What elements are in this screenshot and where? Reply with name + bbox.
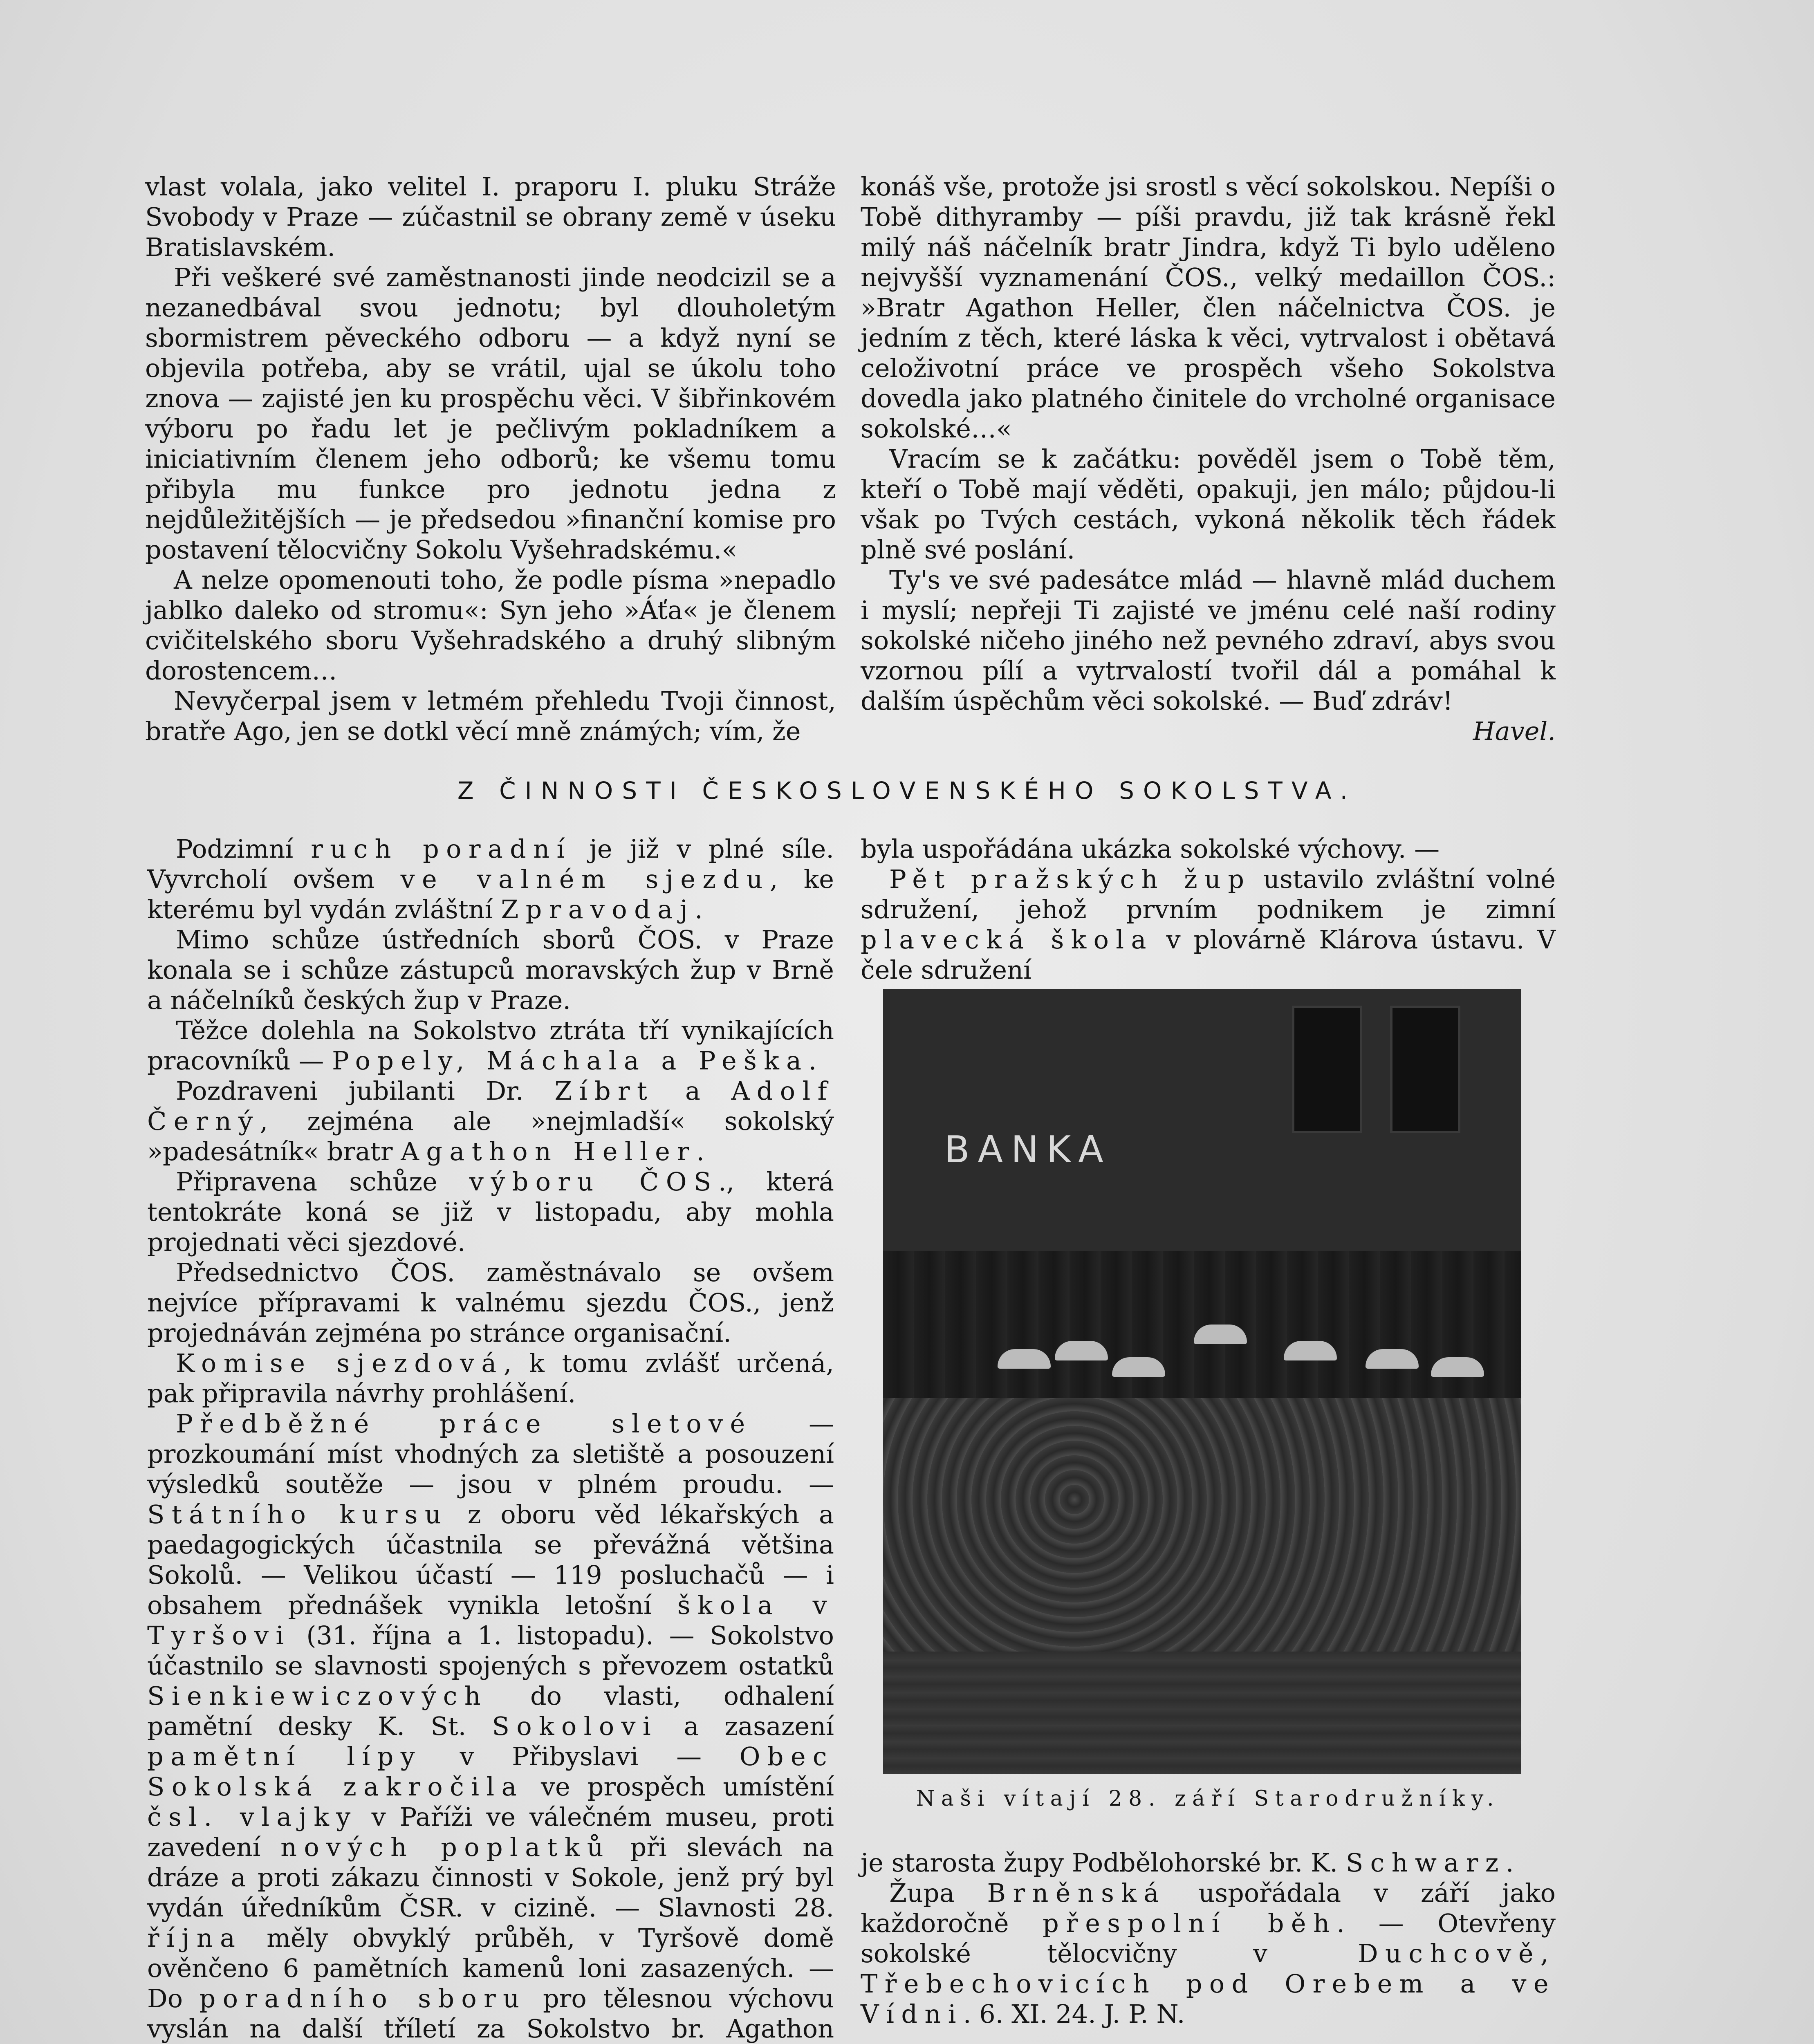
photo-umbrella bbox=[1194, 1325, 1247, 1344]
photo-umbrella bbox=[1055, 1341, 1108, 1360]
spaced-emphasis: Adolf Černý bbox=[147, 1076, 834, 1136]
photo-umbrella bbox=[1431, 1357, 1484, 1377]
paragraph bbox=[147, 1257, 834, 1348]
spaced-emphasis: ve valném sjezdu bbox=[400, 864, 770, 894]
photo-caption: Naši vítají 28. září Starodružníky. bbox=[916, 1786, 1500, 1811]
paragraph bbox=[861, 1848, 1556, 1878]
spaced-emphasis: Agathon Heller bbox=[401, 1136, 697, 1166]
author-signature: Havel. bbox=[1473, 716, 1556, 746]
spaced-emphasis: Schwarz bbox=[1345, 1848, 1506, 1878]
text-run: při slevách na dráze a proti zákazu činnosti v Sokole, jenž prý byl vydán úředníkům ČSR. v cizině. — Slavnosti 28. bbox=[147, 1832, 834, 1923]
spaced-emphasis: nových poplatků bbox=[280, 1832, 611, 1862]
spaced-emphasis: ruch poradní bbox=[311, 834, 572, 864]
paragraph: konáš vše, protože jsi srostl s věcí sokolskou. Nepíši o Tobě dithyramby — píši pravdu, již tak krásně řekl milý náš náčelník bratr Jindra, když Ti bylo uděleno nejvyšší vyznamenání ČOS., velký medaillon ČOS.: »Bratr Agathon Heller, člen náčelnictva ČOS. je jedním z těch, které láska k věci, vytrvalost i obětavá celoživotní práce ve prospěch všeho Sokolstva dovedla jako platného činitele do vrcholné organisace sokolské…« bbox=[861, 172, 1556, 444]
text-run: , ke kterému byl vydán zvláštní bbox=[147, 864, 834, 924]
photo-crowd bbox=[883, 1398, 1521, 1652]
spaced-emphasis: Sokolovi bbox=[492, 1711, 658, 1741]
paragraph bbox=[861, 864, 1556, 985]
photo-umbrella bbox=[1366, 1349, 1419, 1369]
paragraph: A nelze opomenouti toho, že podle písma »nepadlo jablko daleko od stromu«: Syn jeho »Áťa« je členem cvičitelského sboru Vyšehradského a druhý slibným dorostencem… bbox=[145, 565, 836, 686]
spaced-emphasis: pamětní lípy bbox=[147, 1741, 422, 1771]
news-right-column-top bbox=[861, 834, 1556, 985]
spaced-emphasis: Obec Sokolská zakročila bbox=[147, 1741, 834, 1802]
text-run: . bbox=[695, 894, 703, 924]
paragraph: Ty's ve své padesátce mlád — hlavně mlád duchem i myslí; nepřeji Ti zajisté ve jménu celé naší rodiny sokolské ničeho jiného než pevného zdraví, abys svou vzornou pílí a vytrvalostí tvořil dál a pomáhal k dalším úspěchům věci sokolské. — Buď zdráv! bbox=[861, 565, 1556, 716]
text-run: Těžce dolehla na Sokolstvo ztráta tří vynikajících pracovníků — bbox=[147, 1015, 834, 1076]
spaced-emphasis: čsl. vlajky bbox=[147, 1802, 358, 1832]
spaced-emphasis: Popely, Máchala a Peška bbox=[332, 1046, 809, 1076]
text-run: Předsednictvo ČOS. zaměstnávalo se ovšem nejvíce přípravami k valnému sjezdu ČOS., jenž projednáván zejména po stránce organisační. bbox=[147, 1257, 834, 1348]
text-run: je již v plné síle. Vyvrcholí ovšem bbox=[147, 834, 834, 894]
text-run: Připravena schůze bbox=[176, 1167, 469, 1197]
section-heading: Z ČINNOSTI ČESKOSLOVENSKÉHO SOKOLSTVA. bbox=[457, 777, 1357, 805]
photo-umbrella bbox=[1112, 1357, 1165, 1377]
text-run: . — Otevřeny sokolské tělocvičny bbox=[861, 1908, 1556, 1968]
text-run: pro tělesnou výchovu vyslán na další tříletí za Sokolstvo br. Agathon bbox=[147, 1983, 834, 2044]
text-run: Pozdraveni jubilanti Dr. bbox=[176, 1076, 555, 1106]
text-run: ., která tentokráte koná se již v listopadu, aby mohla projednati věci sjezdové. bbox=[147, 1167, 834, 1257]
text-run: do vlasti, odhalení pamětní desky K. St. bbox=[147, 1681, 834, 1741]
text-run: Župa bbox=[889, 1878, 987, 1908]
spaced-emphasis: října bbox=[147, 1923, 242, 1953]
photo-window bbox=[1390, 1006, 1460, 1133]
photo-window bbox=[1292, 1006, 1362, 1133]
text-run: a zasazení bbox=[658, 1711, 834, 1741]
spaced-emphasis: přespolní běh bbox=[1043, 1908, 1337, 1938]
text-run: v Paříži ve válečném museu, proti zavedení bbox=[147, 1802, 834, 1862]
spaced-emphasis: škola v Tyršovi bbox=[147, 1590, 834, 1650]
text-run: , zejména ale »nejmladší« sokolský »padesátník« bratr bbox=[147, 1106, 834, 1166]
paragraph: vlast volala, jako velitel I. praporu I. pluku Stráže Svobody v Praze — zúčastnil se obrany země v úseku Bratislavském. bbox=[145, 172, 836, 262]
article-right-column bbox=[861, 172, 1556, 746]
text-run: měly obvyklý průběh, v Tyršově domě ověnčeno 6 pamětních kamenů loni zasazených. — Do bbox=[147, 1923, 834, 2013]
paragraph bbox=[147, 1409, 834, 2044]
text-run: . bbox=[808, 1046, 817, 1076]
paragraph bbox=[147, 1167, 834, 1257]
spaced-emphasis: výboru ČOS bbox=[469, 1167, 718, 1197]
photo-umbrella bbox=[1284, 1341, 1337, 1360]
paragraph: Nevyčerpal jsem v letmém přehledu Tvoji činnost, bratře Ago, jen se dotkl věcí mně známých; vím, že bbox=[145, 686, 836, 746]
spaced-emphasis: Zíbrt bbox=[554, 1076, 655, 1106]
paragraph bbox=[147, 1348, 834, 1409]
spaced-emphasis: Předběžné práce sletové bbox=[176, 1409, 752, 1439]
text-run: ustavilo zvláštní volné sdružení, jehož prvním podnikem je zimní bbox=[861, 864, 1556, 924]
paragraph bbox=[147, 1015, 834, 1076]
paragraph bbox=[147, 834, 834, 925]
text-run: . 6. XI. 24. J. P. N. bbox=[963, 1999, 1185, 2029]
photo-umbrella bbox=[998, 1349, 1051, 1369]
spaced-emphasis: Brněnská bbox=[987, 1878, 1166, 1908]
text-run: a bbox=[654, 1076, 731, 1106]
paragraph bbox=[861, 1878, 1556, 2029]
news-right-column-bottom bbox=[861, 1848, 1556, 2029]
spaced-emphasis: Sienkiewiczových bbox=[147, 1681, 488, 1711]
text-run: . bbox=[696, 1136, 704, 1166]
spaced-emphasis: plavecká škola bbox=[861, 925, 1153, 955]
text-run: z oboru věd lékařských a paedagogických účastnila se převážná většina Sokolů. — Velikou účastí — 119 posluchačů — i obsahem přednášek vynikla letošní bbox=[147, 1499, 834, 1620]
text-run: — prozkoumání míst vhodných za sletiště a posouzení výsledků soutěže — jsou v plném proudu. — bbox=[147, 1409, 834, 1499]
photo-crowd-with-umbrellas bbox=[883, 989, 1521, 1774]
spaced-emphasis: poradního sboru bbox=[199, 1983, 527, 2013]
text-run: je starosta župy Podbělohorské br. K. bbox=[861, 1848, 1346, 1878]
text-run: Podzimní bbox=[176, 834, 311, 864]
spaced-emphasis: Zpravodaj bbox=[501, 894, 695, 924]
spaced-emphasis: Komise sjezdová bbox=[176, 1348, 504, 1378]
paragraph bbox=[861, 834, 1556, 864]
spaced-emphasis: Státního kursu bbox=[147, 1499, 448, 1529]
paragraph: Vracím se k začátku: pověděl jsem o Tobě těm, kteří o Tobě mají věděti, opakuji, jen málo; půjdou-li však po Tvých cestách, vykoná několik těch řádek plně své poslání. bbox=[861, 444, 1556, 565]
photo-bank-sign: BANKA bbox=[944, 1128, 1112, 1171]
text-run: v Přibyslavi — bbox=[422, 1741, 740, 1771]
news-left-column bbox=[147, 834, 834, 2044]
text-run: byla uspořádána ukázka sokolské výchovy. — bbox=[861, 834, 1440, 864]
paragraph: Při veškeré své zaměstnanosti jinde neodcizil se a nezanedbával svou jednotu; byl dlouholetým sbormistrem pěveckého odboru — a když nyní se objevila potřeba, aby se vrátil, ujal se úkolu toho znova — zajisté jen ku prospěchu věci. V šibřinkovém výboru po řadu let je pečlivým pokladníkem a iniciativním členem jeho odborů; ke všemu tomu přibyla mu funkce pro jednotu jedna z nejdůležitějších — je předsedou »finanční komise pro postavení tělocvičny Sokolu Vyšehradskému.« bbox=[145, 262, 836, 565]
text-run: Mimo schůze ústředních sborů ČOS. v Praze konala se i schůze zástupců moravských žup v Brně a náčelníků českých žup v Praze. bbox=[147, 925, 834, 1015]
text-run: v plovárně Klárova ústavu. V čele sdružení bbox=[861, 925, 1556, 985]
article-left-column bbox=[145, 172, 836, 746]
spaced-emphasis: v Duchcově, Třebechovicích pod Orebem a ve Vídni bbox=[861, 1939, 1556, 2029]
text-run: (31. října a 1. listopadu). — Sokolstvo účastnilo se slavnosti spojených s převozem ostatků bbox=[147, 1620, 834, 1681]
text-run: uspořádala v září jako každoročně bbox=[861, 1878, 1556, 1938]
text-run: , k tomu zvlášť určená, pak připravila návrhy prohlášení. bbox=[147, 1348, 834, 1408]
text-run: . bbox=[1505, 1848, 1514, 1878]
text-run: ve prospěch umístění bbox=[523, 1772, 834, 1802]
spaced-emphasis: Pět pražských žup bbox=[889, 864, 1251, 894]
photo-cobblestone-street bbox=[883, 1652, 1521, 1774]
paragraph bbox=[147, 1076, 834, 1167]
paragraph bbox=[147, 925, 834, 1015]
